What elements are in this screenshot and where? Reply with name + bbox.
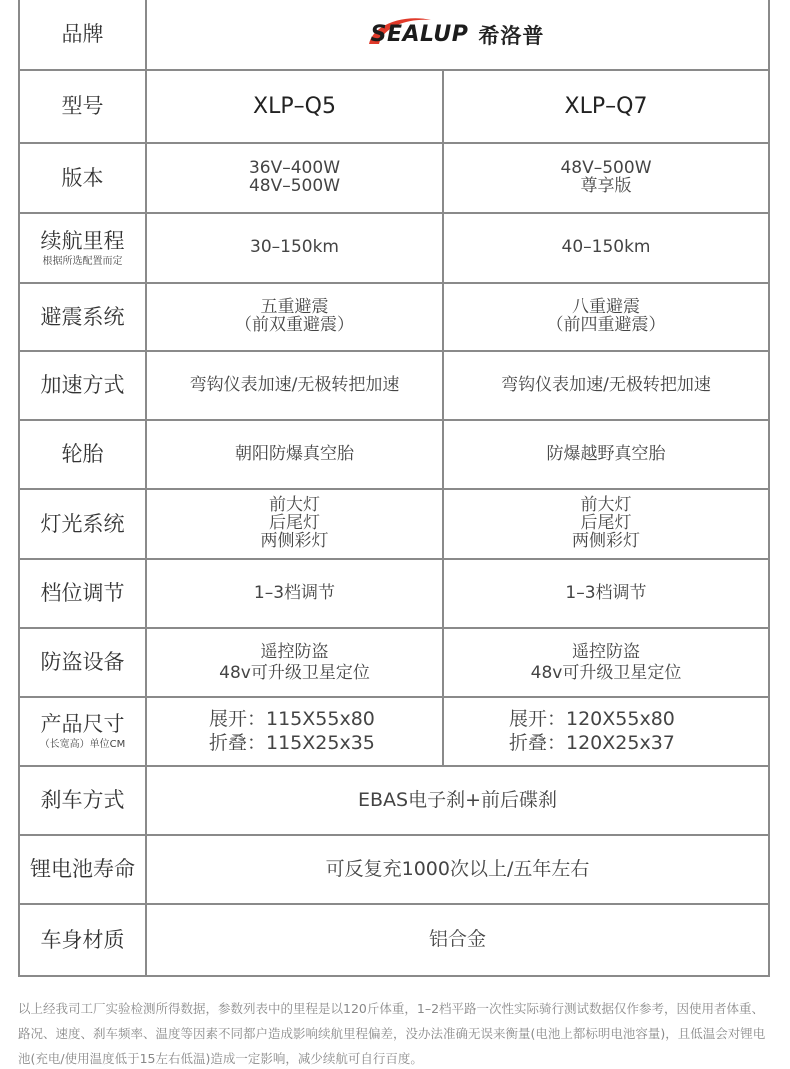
lights-line: 两侧彩灯 bbox=[260, 530, 329, 551]
label-size-main: 产品尺寸 bbox=[40, 712, 125, 737]
cell-material: 铝合金 bbox=[428, 928, 486, 951]
suspension-line: （前双重避震） bbox=[235, 315, 354, 335]
cell-range-q5: 30–150km bbox=[147, 214, 444, 282]
row-model bbox=[20, 71, 768, 144]
cell-brake: EBAS电子刹+前后碟刹 bbox=[357, 788, 558, 811]
cell-battery: 可反复充1000次以上/五年左右 bbox=[325, 857, 590, 880]
label-model: 型号 bbox=[20, 71, 147, 142]
label-gears: 档位调节 bbox=[20, 560, 147, 627]
cell-range-q7: 40–150km bbox=[561, 237, 651, 258]
row-tire bbox=[20, 421, 768, 490]
label-material: 车身材质 bbox=[20, 905, 147, 975]
cell-tire-q7: 防爆越野真空胎 bbox=[546, 443, 666, 464]
label-battery: 锂电池寿命 bbox=[20, 836, 147, 903]
label-brake: 刹车方式 bbox=[20, 767, 147, 834]
label-lights: 灯光系统 bbox=[20, 490, 147, 558]
row-brake bbox=[20, 767, 768, 836]
lights-line: 前大灯 bbox=[269, 495, 320, 516]
cell-tire-q5: 朝阳防爆真空胎 bbox=[147, 421, 444, 488]
cell-throttle-q5: 弯钩仪表加速/无极转把加速 bbox=[147, 352, 444, 419]
cell-antitheft-q7 bbox=[444, 629, 768, 696]
label-range-main: 续航里程 bbox=[40, 228, 125, 253]
label-tire: 轮胎 bbox=[20, 421, 147, 488]
label-brand: 品牌 bbox=[20, 0, 147, 69]
label-size bbox=[20, 698, 147, 765]
lights-line: 后尾灯 bbox=[269, 513, 320, 534]
footnote: 以上经我司工厂实验检测所得数据，参数列表中的里程是以120斤体重，1–2档平路一次性实际骑行测试数据仅作参考，因使用者体重、路况、速度、刹车频率、温度等因素不同都户造成影响续航里程偏差，没办法准确无误来衡量(电池上都标明电池容量)，且低温会对锂电池(充电/使用温度低于15左右低温)造成一定影响，减少续航可自行百度。 bbox=[18, 1001, 766, 1066]
row-suspension bbox=[20, 284, 768, 352]
label-range bbox=[20, 214, 147, 282]
row-throttle bbox=[20, 352, 768, 421]
lights-line: 两侧彩灯 bbox=[572, 530, 640, 551]
row-battery bbox=[20, 836, 768, 905]
suspension-line: 五重避震 bbox=[260, 297, 329, 318]
version-line: 48V–500W bbox=[560, 158, 652, 179]
label-size-sub: （长宽高）单位CM bbox=[39, 739, 126, 751]
label-throttle: 加速方式 bbox=[20, 352, 147, 419]
row-size bbox=[20, 698, 768, 767]
cell-gears-q7: 1–3档调节 bbox=[565, 582, 647, 603]
row-range bbox=[20, 214, 768, 284]
antitheft-line: 48v可升级卫星定位 bbox=[219, 662, 370, 683]
cell-suspension-q5 bbox=[147, 284, 444, 350]
spec-table bbox=[18, 0, 770, 977]
label-antitheft: 防盗设备 bbox=[20, 629, 147, 696]
antitheft-line: 48v可升级卫星定位 bbox=[530, 662, 682, 683]
row-version bbox=[20, 144, 768, 214]
row-gears bbox=[20, 560, 768, 629]
cell-lights-q5 bbox=[147, 490, 444, 558]
cell-antitheft-q5 bbox=[147, 629, 444, 696]
label-suspension: 避震系统 bbox=[20, 284, 147, 350]
suspension-line: 八重避震 bbox=[572, 297, 640, 318]
version-line: 尊享版 bbox=[580, 176, 632, 196]
antitheft-line: 遥控防盗 bbox=[260, 642, 329, 663]
cell-model-q5: XLP–Q5 bbox=[147, 71, 444, 142]
antitheft-line: 遥控防盗 bbox=[572, 642, 640, 663]
row-antitheft bbox=[20, 629, 768, 698]
size-folded: 折叠：115X25x35 bbox=[209, 731, 375, 754]
cell-version-q7 bbox=[444, 144, 768, 212]
cell-throttle-q7: 弯钩仪表加速/无极转把加速 bbox=[501, 374, 711, 395]
size-unfolded: 展开：120X55x80 bbox=[509, 707, 675, 730]
version-line: 36V–400W bbox=[248, 158, 341, 179]
row-brand bbox=[20, 0, 768, 71]
cell-gears-q5: 1–3档调节 bbox=[147, 560, 444, 627]
row-material bbox=[20, 905, 768, 975]
cell-lights-q7 bbox=[444, 490, 768, 558]
logo-text: SEALUP bbox=[370, 22, 469, 47]
suspension-line: （前四重避震） bbox=[546, 315, 666, 335]
brand-name-cn: 希洛普 bbox=[478, 23, 545, 48]
brand-cell bbox=[147, 0, 768, 69]
version-line: 48V–500W bbox=[248, 176, 341, 196]
label-version: 版本 bbox=[20, 144, 147, 212]
lights-line: 后尾灯 bbox=[580, 513, 632, 534]
size-folded: 折叠：120X25x37 bbox=[509, 731, 675, 754]
cell-suspension-q7 bbox=[444, 284, 768, 350]
lights-line: 前大灯 bbox=[580, 495, 632, 516]
row-lights bbox=[20, 490, 768, 560]
cell-size-q5 bbox=[147, 698, 444, 765]
cell-version-q5 bbox=[147, 144, 444, 212]
sealup-logo bbox=[371, 22, 469, 47]
cell-model-q7: XLP–Q7 bbox=[564, 93, 648, 119]
size-unfolded: 展开：115X55x80 bbox=[209, 707, 375, 730]
label-range-sub: 根据所选配置而定 bbox=[42, 255, 123, 267]
cell-size-q7 bbox=[444, 698, 768, 765]
